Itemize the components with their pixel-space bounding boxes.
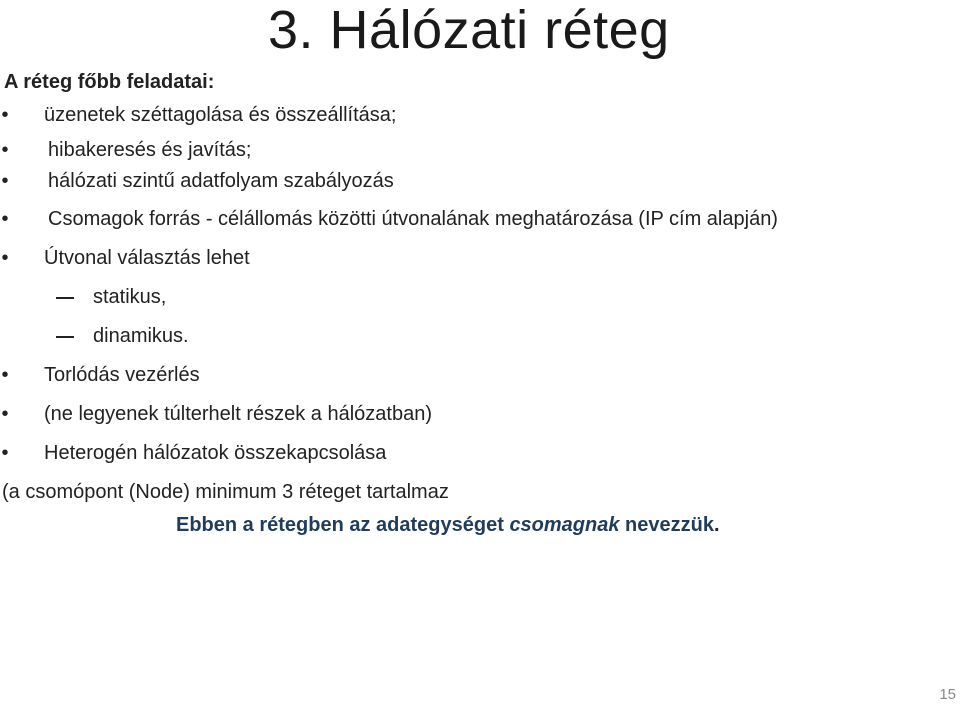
bullet-marker: • (1, 442, 9, 464)
bullet-marker: • (1, 104, 9, 126)
page-number: 15 (939, 686, 956, 703)
dash-marker (56, 336, 74, 338)
slide-title: 3. Hálózati réteg (268, 0, 670, 60)
highlight-text-before: Ebben a rétegben az adategységet (176, 514, 510, 536)
bullet-item: Útvonal választás lehet (44, 247, 250, 269)
bullet-marker: • (1, 139, 9, 161)
section-heading: A réteg főbb feladatai: (4, 71, 215, 93)
bullet-marker: • (1, 403, 9, 425)
bullet-marker: • (1, 247, 9, 269)
bullet-marker: • (1, 364, 9, 386)
bullet-item: hibakeresés és javítás; (48, 139, 252, 161)
highlight-text-after: nevezzük (619, 514, 714, 536)
sub-item: statikus, (93, 286, 167, 308)
bullet-item: (ne legyenek túlterhelt részek a hálózatban) (44, 403, 433, 425)
highlight-sentence (176, 512, 720, 538)
note-text: (a csomópont (Node) minimum 3 réteget tartalmaz (2, 481, 449, 503)
bullet-item: üzenetek széttagolása és összeállítása; (44, 104, 397, 126)
bullet-marker: • (1, 208, 9, 230)
sub-item: dinamikus. (93, 325, 189, 347)
bullet-marker: • (1, 170, 9, 192)
highlight-emphasis: csomagnak (509, 514, 620, 536)
bullet-item: Heterogén hálózatok összekapcsolása (44, 442, 387, 464)
highlight-period: . (713, 514, 720, 536)
bullet-item: Torlódás vezérlés (44, 364, 200, 386)
bullet-item: hálózati szintű adatfolyam szabályozás (48, 170, 394, 192)
dash-marker (56, 297, 74, 299)
bullet-item: Csomagok forrás - célállomás közötti útvonalának meghatározása (IP cím alapján) (48, 208, 778, 230)
